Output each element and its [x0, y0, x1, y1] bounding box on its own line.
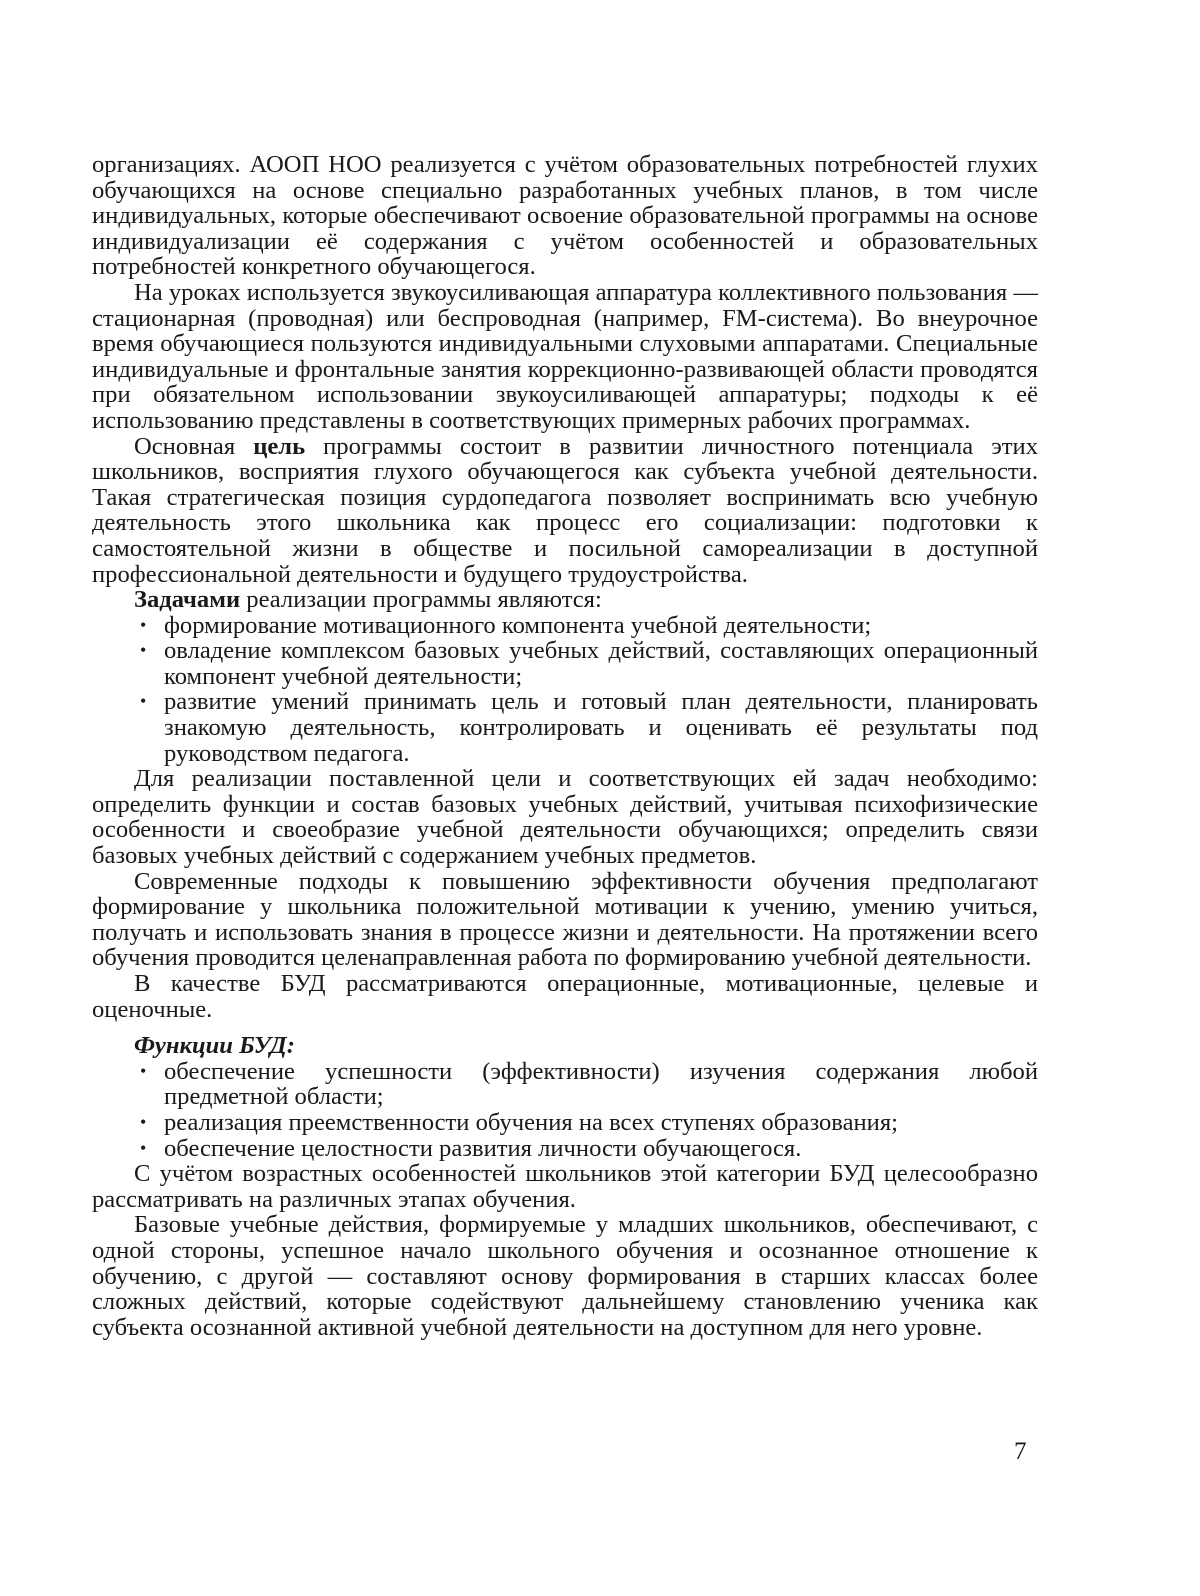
functions-heading: Функции БУД:: [134, 1032, 295, 1060]
list-item: • реализация преемственности обучения на всех ступенях образования;: [92, 1110, 1038, 1136]
goal-text-rest: программы состоит в развитии личностного потенциала этих школьников, восприятия глухого обучающегося как субъекта учебной деятельности. Такая стратегическая позиция сурдопедагога позволяет воспринимать всю учебную деятельность этого школьника как процесс его социализации: подготовки к самостоятельной жизни в обществе и посильной самореализации в доступной профессиональной деятельности и будущего трудоустройства.: [92, 432, 1038, 588]
paragraph-goal: [92, 434, 1038, 588]
paragraph-age-features: С учётом возрастных особенностей школьников этой категории БУД целесообразно рассматривать на различных этапах обучения.: [92, 1160, 1038, 1213]
paragraph-intro: организациях. АООП НОО реализуется с учётом образовательных потребностей глухих обучающихся на основе специально разработанных учебных планов, в том числе индивидуальных, которые обеспечивают освоение образовательной программы на основе индивидуализации её содержания с учётом особенностей и образовательных потребностей конкретного обучающегося.: [92, 151, 1038, 281]
list-item: • овладение комплексом базовых учебных действий, составляющих операционный компонент учебной деятельности;: [92, 638, 1038, 689]
list-item: • обеспечение успешности (эффективности) изучения содержания любой предметной области;: [92, 1059, 1038, 1110]
tasks-list: [92, 613, 1038, 767]
list-item: • развитие умений принимать цель и готовый план деятельности, планировать знакомую деятельность, контролировать и оценивать её результаты под руководством педагога.: [92, 689, 1038, 766]
tasks-intro-text: реализации программы являются:: [240, 586, 602, 614]
paragraph-bud-types: В качестве БУД рассматриваются операционные, мотивационные, целевые и оценочные.: [92, 970, 1038, 1023]
body-text: [92, 152, 1038, 1340]
functions-list: [92, 1059, 1038, 1161]
goal-text-start: Основная: [134, 432, 254, 460]
paragraph-basic-actions: Базовые учебные действия, формируемые у младших школьников, обеспечивают, с одной стороны, успешное начало школьного обучения и осознанное отношение к обучению, с другой — составляют основу формирования в старших классах более сложных действий, которые содействуют дальнейшему становлению ученика как субъекта осознанной активной учебной деятельности на доступном для него уровне.: [92, 1211, 1038, 1341]
paragraph-equipment: На уроках используется звукоусиливающая аппаратура коллективного пользования — стационарная (проводная) или беспроводная (например, FM-система). Во внеурочное время обучающиеся пользуются индивидуальными слуховыми аппаратами. Специальные индивидуальные и фронтальные занятия коррекционно-развивающей области проводятся при обязательном использовании звукоусиливающей аппаратуры; подходы к её использованию представлены в соответствующих примерных рабочих программах.: [92, 278, 1038, 434]
tasks-keyword: Задачами: [134, 586, 241, 614]
paragraph-implementation: Для реализации поставленной цели и соответствующих ей задач необходимо: определить функции и состав базовых учебных действий, учитывая психофизические особенности и своеобразие учебной деятельности обучающихся; определить связи базовых учебных действий с содержанием учебных предметов.: [92, 765, 1038, 870]
goal-keyword: цель: [253, 432, 306, 460]
list-item: • обеспечение целостности развития личности обучающегося.: [92, 1136, 1038, 1162]
paragraph-modern-approaches: Современные подходы к повышению эффективности обучения предполагают формирование у школьника положительной мотивации к учению, умению учиться, получать и использовать знания в процессе жизни и деятельности. На протяжении всего обучения проводится целенаправленная работа по формированию учебной деятельности.: [92, 867, 1038, 972]
paragraph-tasks-intro: [92, 587, 1038, 613]
page-number: 7: [1014, 1438, 1027, 1465]
list-item: • формирование мотивационного компонента учебной деятельности;: [92, 613, 1038, 639]
